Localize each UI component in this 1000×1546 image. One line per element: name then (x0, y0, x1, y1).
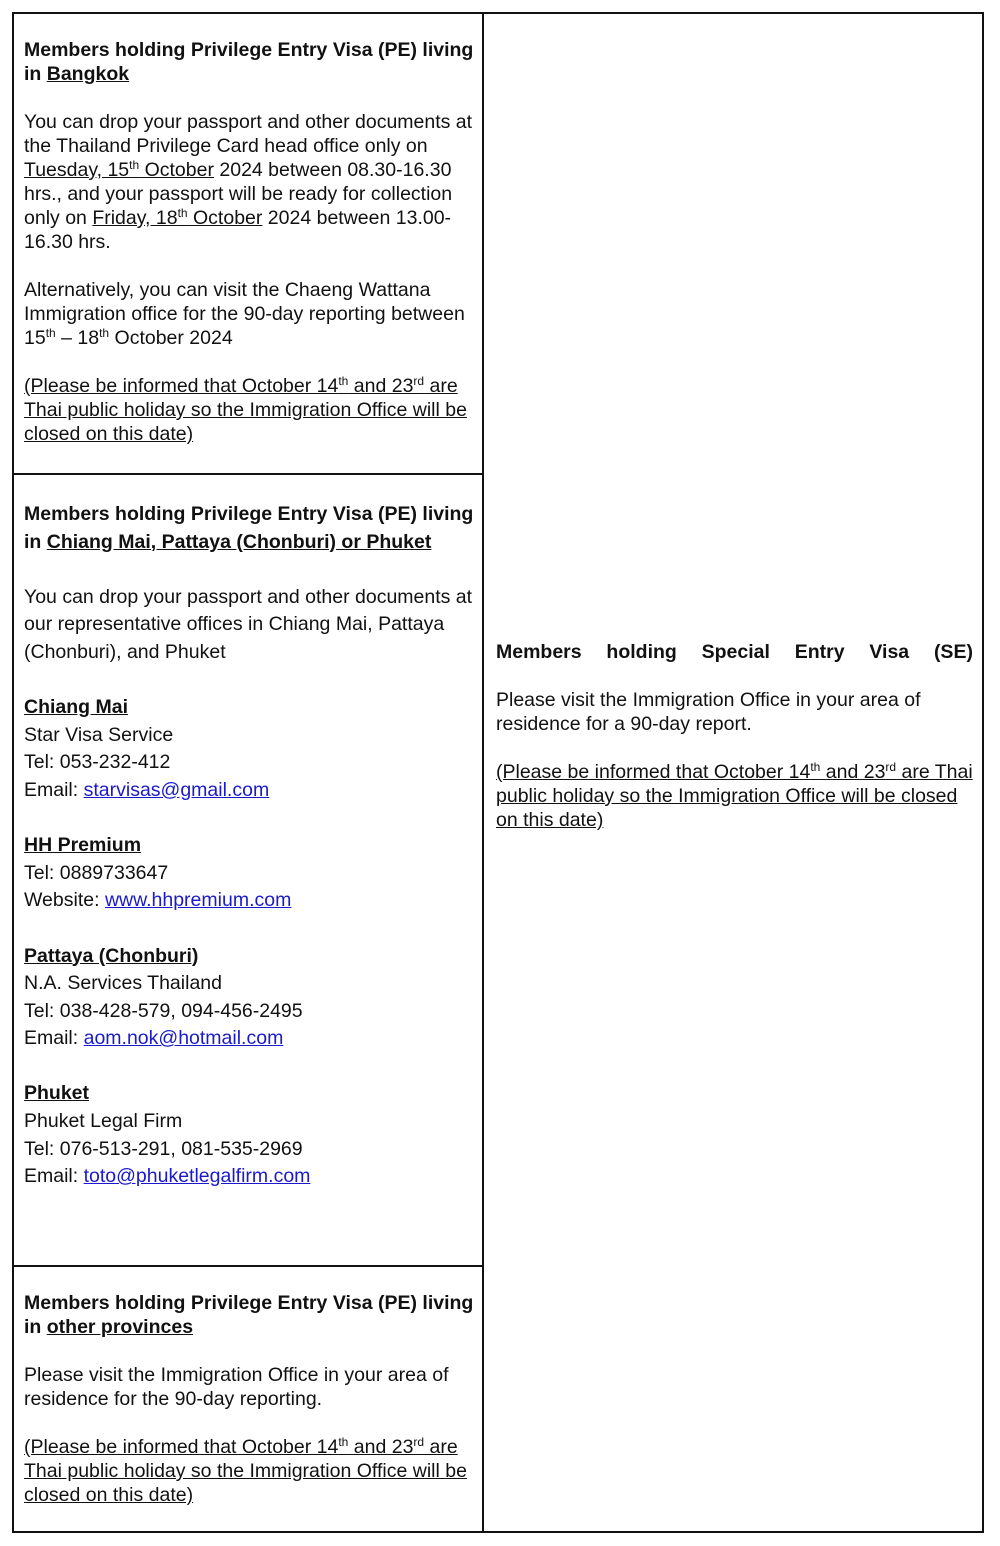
office-website-row: Website: www.hhpremium.com (24, 889, 292, 912)
office-phone: Tel: 0889733647 (24, 861, 169, 884)
office-name: Star Visa Service (24, 723, 174, 746)
office-name: Phuket Legal Firm (24, 1110, 183, 1133)
bangkok-alternative-paragraph: Alternatively, you can visit the Chaeng Wattana Immigration office for the 90-day reporting between 15th – 18th October 2024 (24, 279, 465, 349)
office-heading-pattaya: Pattaya (Chonburi) (24, 944, 199, 967)
other-provinces-holiday-note: (Please be informed that October 14th and 23rd are Thai public holiday so the Immigration Office will be closed on this date) (24, 1435, 467, 1506)
website-link[interactable]: www.hhpremium.com (104, 889, 292, 912)
special-entry-body: Please visit the Immigration Office in your area of residence for a 90-day report. (496, 689, 921, 735)
special-entry-heading: Members holding Special Entry Visa (SE) (496, 641, 973, 663)
office-name: N.A. Services Thailand (24, 972, 222, 995)
special-entry-cell (496, 640, 973, 832)
heading-place: Chiang Mai, Pattaya (Chonburi) or Phuket (46, 530, 432, 553)
office-phone: Tel: 053-232-412 (24, 751, 171, 774)
office-phone: Tel: 038-428-579, 094-456-2495 (24, 999, 303, 1022)
row-divider-2 (12, 1265, 484, 1267)
heading-place: other provinces (46, 1316, 194, 1338)
row-divider-1 (12, 473, 484, 475)
special-entry-holiday-note: (Please be informed that October 14th and 23rd are Thai public holiday so the Immigration Office will be closed on this date) (496, 760, 973, 831)
other-provinces-cell (24, 1291, 474, 1507)
other-provinces-body: Please visit the Immigration Office in your area of residence for the 90-day reporting. (24, 1364, 449, 1410)
other-provinces-heading: Members holding Privilege Entry Visa (PE) living in other provinces (24, 1292, 474, 1338)
drop-off-date: Tuesday, 15th October (24, 158, 214, 181)
column-divider (482, 12, 484, 1533)
heading-text: Members holding Privilege Entry Visa (PE) living in (24, 39, 474, 85)
collection-date: Friday, 18th October (92, 206, 263, 229)
representatives-intro: You can drop your passport and other documents at our representative offices in Chiang Mai, Pattaya (Chonburi), and Phuket (24, 585, 473, 663)
paragraph-text: You can drop your passport and other documents at the Thailand Privilege Card head office only on (24, 111, 473, 157)
office-heading-hh-premium: HH Premium (24, 834, 142, 857)
representatives-cell (24, 501, 474, 1191)
bangkok-cell (24, 38, 474, 446)
heading-place: Bangkok (46, 63, 130, 85)
bangkok-drop-off-paragraph (24, 110, 474, 254)
email-link[interactable]: toto@phuketlegalfirm.com (83, 1165, 311, 1188)
office-heading-chiang-mai: Chiang Mai (24, 696, 129, 719)
office-email-row: Email: aom.nok@hotmail.com (24, 1027, 284, 1050)
office-email-row: Email: starvisas@gmail.com (24, 778, 270, 801)
representatives-heading: Members holding Privilege Entry Visa (PE) living in Chiang Mai, Pattaya (Chonburi) or Phuket (24, 503, 474, 553)
office-phone: Tel: 076-513-291, 081-535-2969 (24, 1137, 303, 1160)
office-email-row: Email: toto@phuketlegalfirm.com (24, 1165, 311, 1188)
office-heading-phuket: Phuket (24, 1082, 90, 1105)
email-link[interactable]: aom.nok@hotmail.com (83, 1027, 284, 1050)
paragraph-text: 2024 between 08.30-16.30 hrs., and your passport will be ready for collection only on (24, 159, 453, 229)
bangkok-holiday-note: (Please be informed that October 14th and 23rd are Thai public holiday so the Immigration Office will be closed on this date) (24, 374, 467, 445)
paragraph-text: 2024 between 13.00-16.30 hrs. (24, 207, 452, 253)
email-link[interactable]: starvisas@gmail.com (83, 778, 270, 801)
bangkok-heading (24, 38, 474, 86)
